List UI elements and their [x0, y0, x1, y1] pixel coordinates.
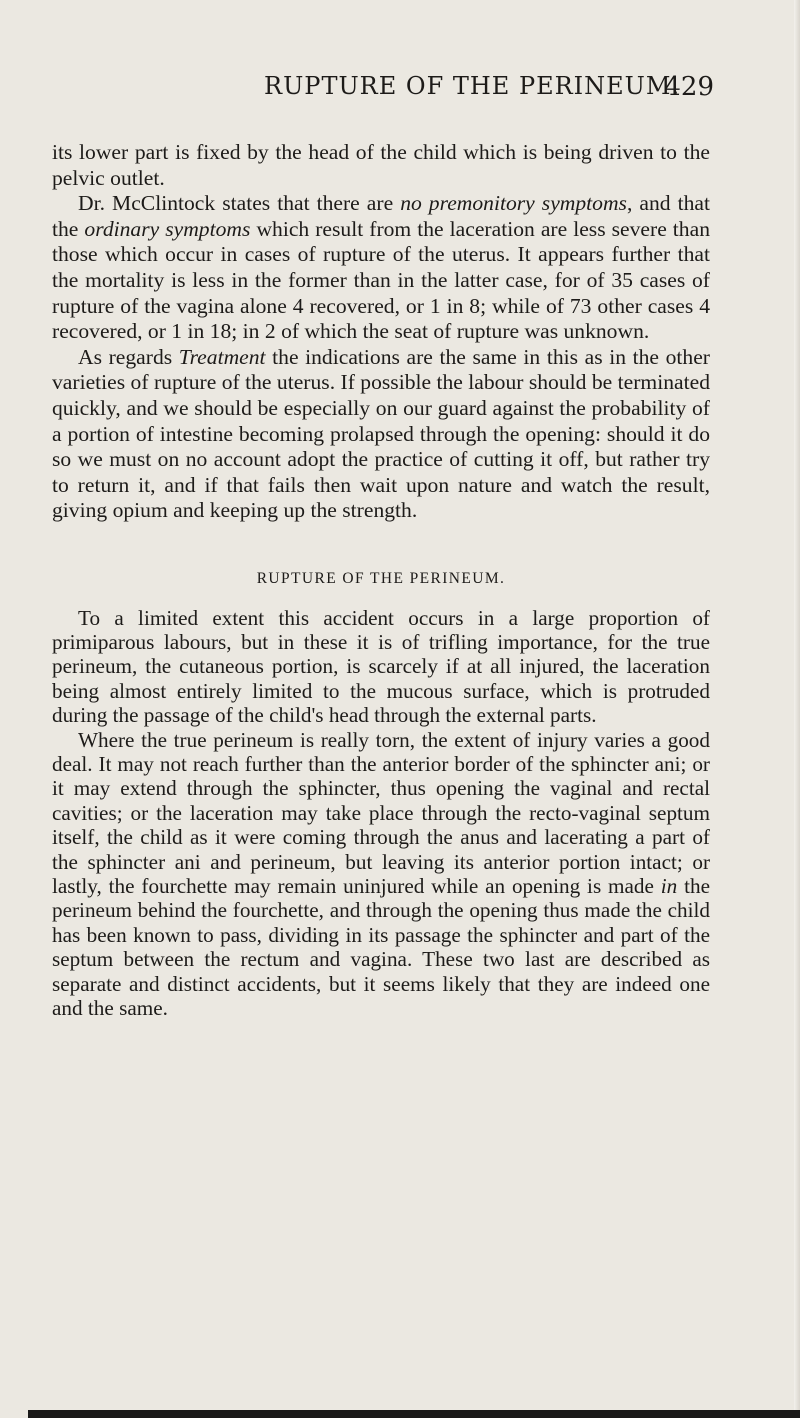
- italic-text: in: [660, 873, 678, 898]
- scan-border: [28, 1410, 800, 1418]
- paragraph: [52, 345, 710, 524]
- text-run: its lower part is fixed by the head of the child which is being driven to the pelvic outlet.: [52, 140, 710, 190]
- section-heading: RUPTURE OF THE PERINEUM.: [256, 569, 506, 587]
- body-text: [52, 140, 710, 1020]
- text-run: the indications are the same in this as in the other varieties of rupture of the uterus. If possible the labour should be terminated quickly, and we should be especially on our guard against the probability of a portion of intestine becoming prolapsed through the opening: should it do so we must on no account adopt the practice of cutting it off, but rather try to return it, and if that fails then wait upon nature and watch the result, giving opium and keeping up the strength.: [52, 344, 710, 523]
- text-run: To a limited extent this accident occurs in a large proportion of primiparous labours, but in these it is of trifling importance, for the true perineum, the cutaneous portion, is scarcely if at all injured, the laceration being almost entirely limited to the mucous surface, which is protruded during the passage of the child's head through the external parts.: [52, 605, 710, 728]
- page-edge: [794, 0, 800, 1418]
- text-run: Where the true perineum is really torn, the extent of injury varies a good deal. It may not reach further than the anterior border of the sphincter ani; or it may extend through the sphincter, thus opening the vaginal and rectal cavities; or the laceration may take place through the recto-vaginal septum itself, the child as it were coming through the anus and lacerating a part of the sphincter ani and perineum, but leaving its anterior portion intact; or lastly, the fourchette may remain uninjured while an opening is made: [52, 727, 710, 898]
- italic-text: no premonitory symptoms: [400, 191, 627, 216]
- running-title: RUPTURE OF THE PERINEUM.: [264, 72, 681, 100]
- paragraph: [52, 191, 710, 345]
- running-head: [54, 72, 714, 106]
- text-run: As regards: [78, 344, 179, 369]
- section-body: [52, 606, 710, 1021]
- paragraph: [52, 606, 710, 728]
- paragraph: [52, 728, 710, 1021]
- paragraph: [52, 140, 710, 191]
- italic-text: Treatment: [178, 344, 266, 369]
- text-run: the perineum behind the fourchette, and through the opening thus made the child has been known to pass, dividing in its passage the sphincter and part of the septum between the rectum and vagina. These two last are described as separate and distinct accidents, but it seems likely that they are indeed one and the same.: [52, 873, 710, 1020]
- page-number: 429: [664, 72, 714, 102]
- text-run: which result from the laceration are less severe than those which occur in cases of rupture of the uterus. It appears further that the mortality is less in the former than in the latter case, for of 35 cases of rupture of the vagina alone 4 recovered, or 1 in 8; while of 73 other cases 4 recovered, or 1 in 18; in 2 of which the seat of rupture was unknown.: [52, 216, 710, 344]
- text-run: , and that the: [52, 191, 710, 241]
- text-run: Dr. McClintock states that there are: [78, 191, 401, 216]
- italic-text: ordinary symptoms: [84, 216, 251, 241]
